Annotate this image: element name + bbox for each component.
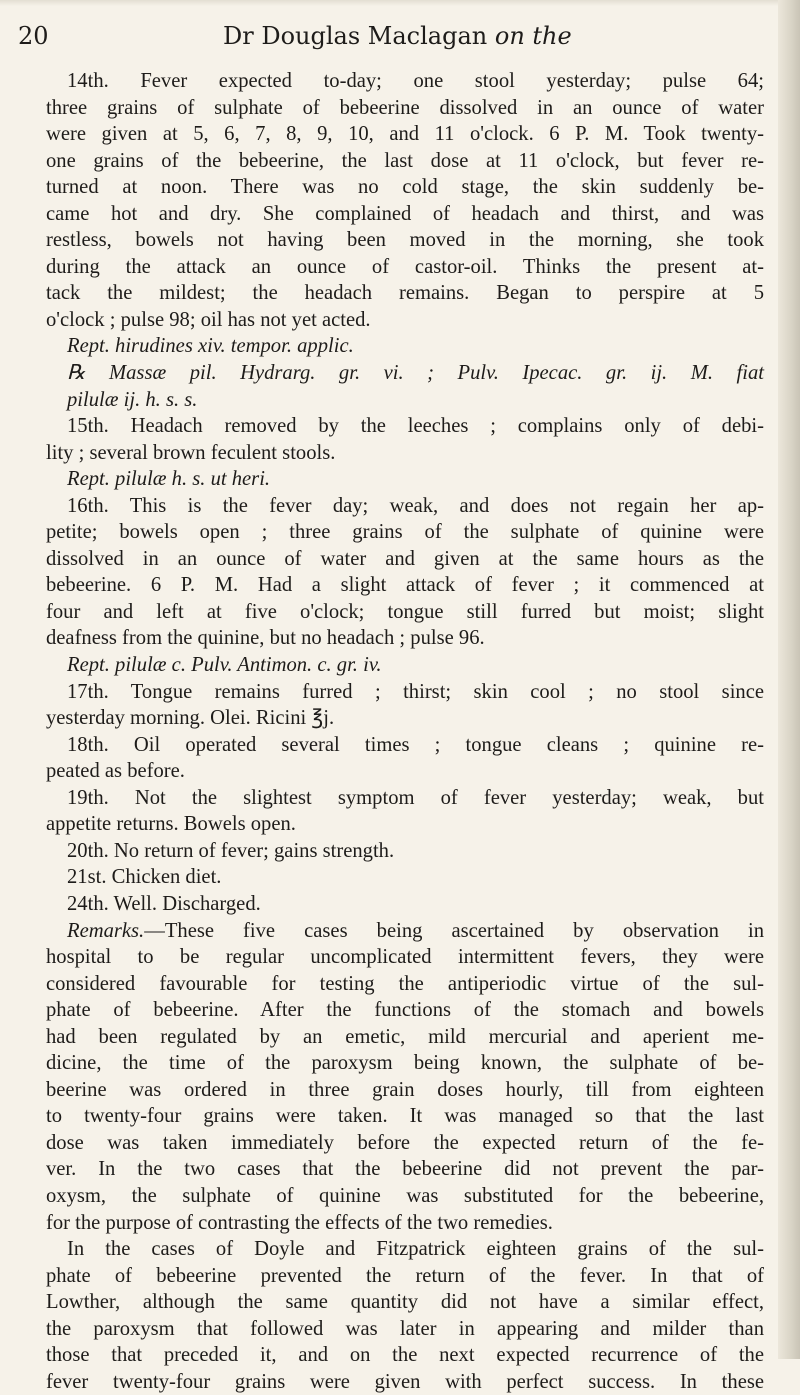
text-line: phate of bebeerine. After the functions of the stomach and bowels [46, 999, 764, 1022]
running-title-author: Dr Douglas Maclagan [223, 22, 488, 50]
text-line: dose was taken immediately before the expected return of the fe- [46, 1131, 764, 1154]
text-line: beerine was ordered in three grain doses hourly, till from eighteen [46, 1078, 764, 1101]
text-line: yesterday morning. Olei. Ricini ℥j. [46, 707, 335, 730]
text-line: deafness from the quinine, but no headach ; pulse 96. [46, 627, 485, 650]
text-line: those that preceded it, and on the next expected recurrence of the [46, 1344, 764, 1367]
text-line: to twenty-four grains were taken. It was managed so that the last [46, 1105, 764, 1128]
text-line: hospital to be regular uncomplicated intermittent fevers, they were [46, 946, 764, 969]
remarks-heading: Remarks. [67, 919, 145, 942]
text-line: 19th. Not the slightest symptom of fever yesterday; weak, but [67, 786, 764, 809]
text-line: peated as before. [46, 760, 185, 783]
text-line: the paroxysm that followed was later in appearing and milder than [46, 1317, 764, 1340]
text-line: 21st. Chicken diet. [67, 866, 222, 889]
text-line [46, 918, 764, 945]
text-line: 18th. Oil operated several times ; tongue cleans ; quinine re- [67, 733, 764, 756]
text-line: Rept. pilulæ c. Pulv. Antimon. c. gr. iv. [67, 654, 382, 677]
text-line: had been regulated by an emetic, mild mercurial and aperient me- [46, 1025, 764, 1048]
text-line: petite; bowels open ; three grains of the sulphate of quinine were [46, 521, 764, 544]
text-line: appetite returns. Bowels open. [46, 813, 296, 836]
running-title [223, 22, 572, 50]
text-line: dissolved in an ounce of water and given at the same hours as the [46, 547, 764, 570]
text-line: 16th. This is the fever day; weak, and does not regain her ap- [67, 494, 764, 517]
text-line: Lowther, although the same quantity did not have a similar effect, [46, 1291, 764, 1314]
text-line: 20th. No return of fever; gains strength. [67, 839, 395, 862]
text-line: pilulæ ij. h. s. s. [67, 388, 198, 411]
text-line: dicine, the time of the paroxysm being known, the sulphate of be- [46, 1052, 764, 1075]
text-line: for the purpose of contrasting the effects of the two remedies. [46, 1211, 553, 1234]
text-line: four and left at five o'clock; tongue still furred but moist; slight [46, 600, 764, 623]
text-line: considered favourable for testing the antiperiodic virtue of the sul- [46, 972, 764, 995]
text-line: In the cases of Doyle and Fitzpatrick eighteen grains of the sul- [67, 1238, 764, 1261]
text-line: 15th. Headach removed by the leeches ; complains only of debi- [67, 415, 764, 438]
text-line: 24th. Well. Discharged. [67, 892, 261, 915]
text-line: 17th. Tongue remains furred ; thirst; skin cool ; no stool since [67, 680, 764, 703]
remarks-text: —These five cases being ascertained by observation in [144, 919, 764, 942]
text-line: bebeerine. 6 P. M. Had a slight attack of fever ; it commenced at [46, 574, 764, 597]
page-number: 20 [18, 22, 49, 50]
page-edge [778, 0, 800, 1359]
page-header [18, 18, 758, 58]
text-line: ver. In the two cases that the bebeerine did not prevent the par- [46, 1158, 764, 1181]
text-line: three grains of sulphate of bebeerine dissolved in an ounce of water [46, 96, 764, 119]
text-line: ℞ Massæ pil. Hydrarg. gr. vi. ; Pulv. Ipecac. gr. ij. M. fiat [67, 362, 764, 385]
text-line: oxysm, the sulphate of quinine was substituted for the bebeerine, [46, 1184, 764, 1207]
text-line: turned at noon. There was no cold stage, the skin suddenly be- [46, 176, 764, 199]
running-title-topic: on the [494, 22, 572, 50]
text-line: were given at 5, 6, 7, 8, 9, 10, and 11 o'clock. 6 P. M. Took twenty- [46, 123, 764, 146]
text-line: Rept. pilulæ h. s. ut heri. [67, 468, 271, 491]
text-line: during the attack an ounce of castor-oil. Thinks the present at- [46, 255, 764, 278]
page-top-shadow [0, 0, 800, 6]
text-line: 14th. Fever expected to-day; one stool yesterday; pulse 64; [67, 70, 764, 92]
text-line: came hot and dry. She complained of headach and thirst, and was [46, 202, 764, 225]
text-line: phate of bebeerine prevented the return of the fever. In that of [46, 1264, 764, 1287]
text-line: lity ; several brown feculent stools. [46, 441, 336, 464]
body-text [46, 68, 764, 1395]
text-line: o'clock ; pulse 98; oil has not yet acted. [46, 308, 371, 331]
text-line: restless, bowels not having been moved in the morning, she took [46, 229, 764, 252]
text-line: fever twenty-four grains were given with perfect success. In these [46, 1370, 764, 1393]
text-line: one grains of the bebeerine, the last dose at 11 o'clock, but fever re- [46, 149, 764, 172]
text-line: tack the mildest; the headach remains. Began to perspire at 5 [46, 282, 764, 305]
text-line: Rept. hirudines xiv. tempor. applic. [67, 335, 354, 358]
